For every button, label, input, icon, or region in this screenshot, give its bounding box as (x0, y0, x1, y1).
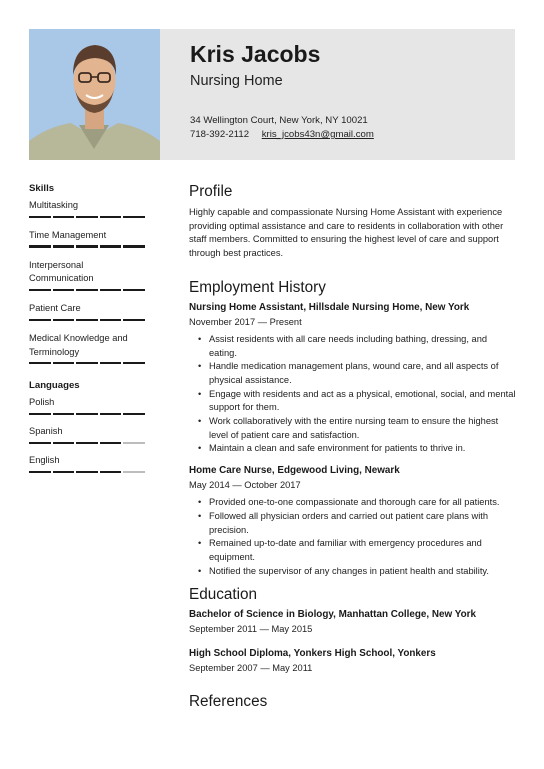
jobs-list (189, 302, 517, 579)
skill-level-bar (29, 216, 145, 218)
level-segment (123, 413, 145, 415)
language-item (29, 425, 145, 444)
profile-section (189, 183, 517, 261)
job-dates: May 2014 — October 2017 (189, 480, 301, 491)
level-segment (100, 413, 122, 415)
level-segment (100, 289, 122, 291)
profile-text: Highly capable and compassionate Nursing Home Assistant with experience providing optimal assistance and care to residents in collaboration with other staff members. Committed to ensuring the highest level of care and support through best practices. (189, 207, 504, 259)
skill-level-bar (29, 442, 145, 444)
skill-level-bar (29, 413, 145, 415)
level-segment (29, 362, 51, 364)
level-segment (53, 319, 75, 321)
bullet-item: • Engage with residents and act as a physical, emotional, social, and mental support for them. (209, 388, 517, 415)
level-segment (100, 362, 122, 364)
person-photo-icon (29, 29, 160, 160)
education-entry (189, 609, 517, 634)
level-segment (123, 319, 145, 321)
bullet-item: • Provided one-to-one compassionate and thorough care for all patients. (209, 496, 517, 510)
job-title: Home Care Nurse, Edgewood Living, Newark (189, 465, 400, 477)
education-section (189, 586, 517, 673)
skill-item (29, 332, 145, 364)
references-heading: References (189, 693, 268, 711)
level-segment (29, 471, 51, 473)
skill-label: Time Management (29, 229, 107, 240)
skill-label: Multitasking (29, 200, 79, 210)
level-segment (76, 362, 98, 364)
skill-level-bar (29, 319, 145, 321)
skill-level-bar (29, 362, 145, 364)
bullet-item: • Assist residents with all care needs including bathing, dressing, and eating. (209, 333, 517, 360)
level-segment (29, 319, 51, 321)
bullet-item: • Remained up-to-date and familiar with emergency procedures and equipment. (209, 537, 517, 564)
skill-level-bar (29, 471, 145, 473)
skill-item (29, 229, 145, 248)
employment-heading: Employment History (189, 278, 326, 296)
level-segment (53, 442, 75, 444)
skills-list (29, 199, 145, 364)
language-label: Polish (29, 397, 55, 408)
candidate-title: Nursing Home (190, 73, 283, 89)
level-segment (76, 471, 98, 473)
level-segment (76, 289, 98, 291)
skill-label: Patient Care (29, 303, 81, 314)
level-segment (29, 442, 51, 444)
job-dates: November 2017 — Present (189, 316, 302, 327)
candidate-name: Kris Jacobs (190, 41, 321, 67)
resume-header (29, 29, 515, 160)
level-segment (76, 413, 98, 415)
main-content (189, 183, 517, 716)
level-segment (76, 245, 98, 247)
level-segment (123, 442, 145, 444)
skill-item (29, 199, 145, 218)
level-segment (53, 362, 75, 364)
education-list (189, 609, 517, 673)
level-segment (100, 471, 122, 473)
level-segment (29, 289, 51, 291)
profile-heading: Profile (189, 183, 233, 200)
level-segment (100, 319, 122, 321)
education-dates: September 2011 — May 2015 (189, 624, 313, 635)
bullet-item: • Notified the supervisor of any changes in patient health and stability. (209, 565, 517, 579)
profile-photo (29, 29, 160, 160)
skill-label: Medical Knowledge and Terminology (29, 333, 128, 357)
references-section (189, 693, 517, 711)
level-segment (123, 216, 145, 218)
education-entry (189, 648, 517, 673)
level-segment (76, 442, 98, 444)
education-heading: Education (189, 586, 258, 604)
job-entry (189, 465, 517, 578)
email-link[interactable]: kris_jcobs43n@gmail.com (261, 129, 374, 140)
skill-item (29, 259, 145, 291)
job-bullets (189, 496, 517, 578)
language-item (29, 454, 145, 473)
level-segment (123, 471, 145, 473)
level-segment (100, 245, 122, 247)
level-segment (53, 413, 75, 415)
contact-line (190, 129, 374, 140)
level-segment (53, 216, 75, 218)
level-segment (123, 362, 145, 364)
level-segment (29, 245, 51, 247)
level-segment (29, 413, 51, 415)
language-label: Spanish (29, 426, 63, 437)
level-segment (53, 289, 75, 291)
job-title: Nursing Home Assistant, Hillsdale Nursing Home, New York (189, 301, 470, 313)
level-segment (53, 245, 75, 247)
level-segment (53, 471, 75, 473)
level-segment (123, 289, 145, 291)
level-segment (100, 442, 122, 444)
language-item (29, 396, 145, 415)
languages-heading: Languages (29, 380, 80, 392)
address: 34 Wellington Court, New York, NY 10021 (190, 115, 368, 126)
bullet-item: • Maintain a clean and safe environment for patients to thrive in. (209, 442, 517, 456)
languages-section (29, 380, 145, 473)
skill-level-bar (29, 245, 145, 247)
education-dates: September 2007 — May 2011 (189, 663, 313, 674)
sidebar (29, 183, 145, 483)
level-segment (29, 216, 51, 218)
bullet-item: • Handle medication management plans, wound care, and all aspects of physical assistance. (209, 360, 517, 387)
job-bullets (189, 333, 517, 456)
skill-label: Interpersonal Communication (29, 259, 94, 284)
skill-item (29, 302, 145, 321)
bullet-item: • Followed all physician orders and carried out patient care plans with precision. (209, 510, 517, 537)
degree-title: Bachelor of Science in Biology, Manhattan College, New York (189, 609, 476, 621)
skills-heading: Skills (29, 183, 55, 194)
job-entry (189, 302, 517, 456)
languages-list (29, 396, 145, 473)
level-segment (123, 245, 145, 247)
language-label: English (29, 455, 60, 466)
level-segment (76, 216, 98, 218)
level-segment (76, 319, 98, 321)
phone-number: 718-392-2112 (190, 129, 250, 140)
bullet-item: • Work collaboratively with the entire nursing team to ensure the highest level of patient care and satisfaction. (209, 415, 517, 442)
skill-level-bar (29, 289, 145, 291)
degree-title: High School Diploma, Yonkers High School, Yonkers (189, 648, 436, 660)
employment-section (189, 279, 517, 579)
level-segment (100, 216, 122, 218)
